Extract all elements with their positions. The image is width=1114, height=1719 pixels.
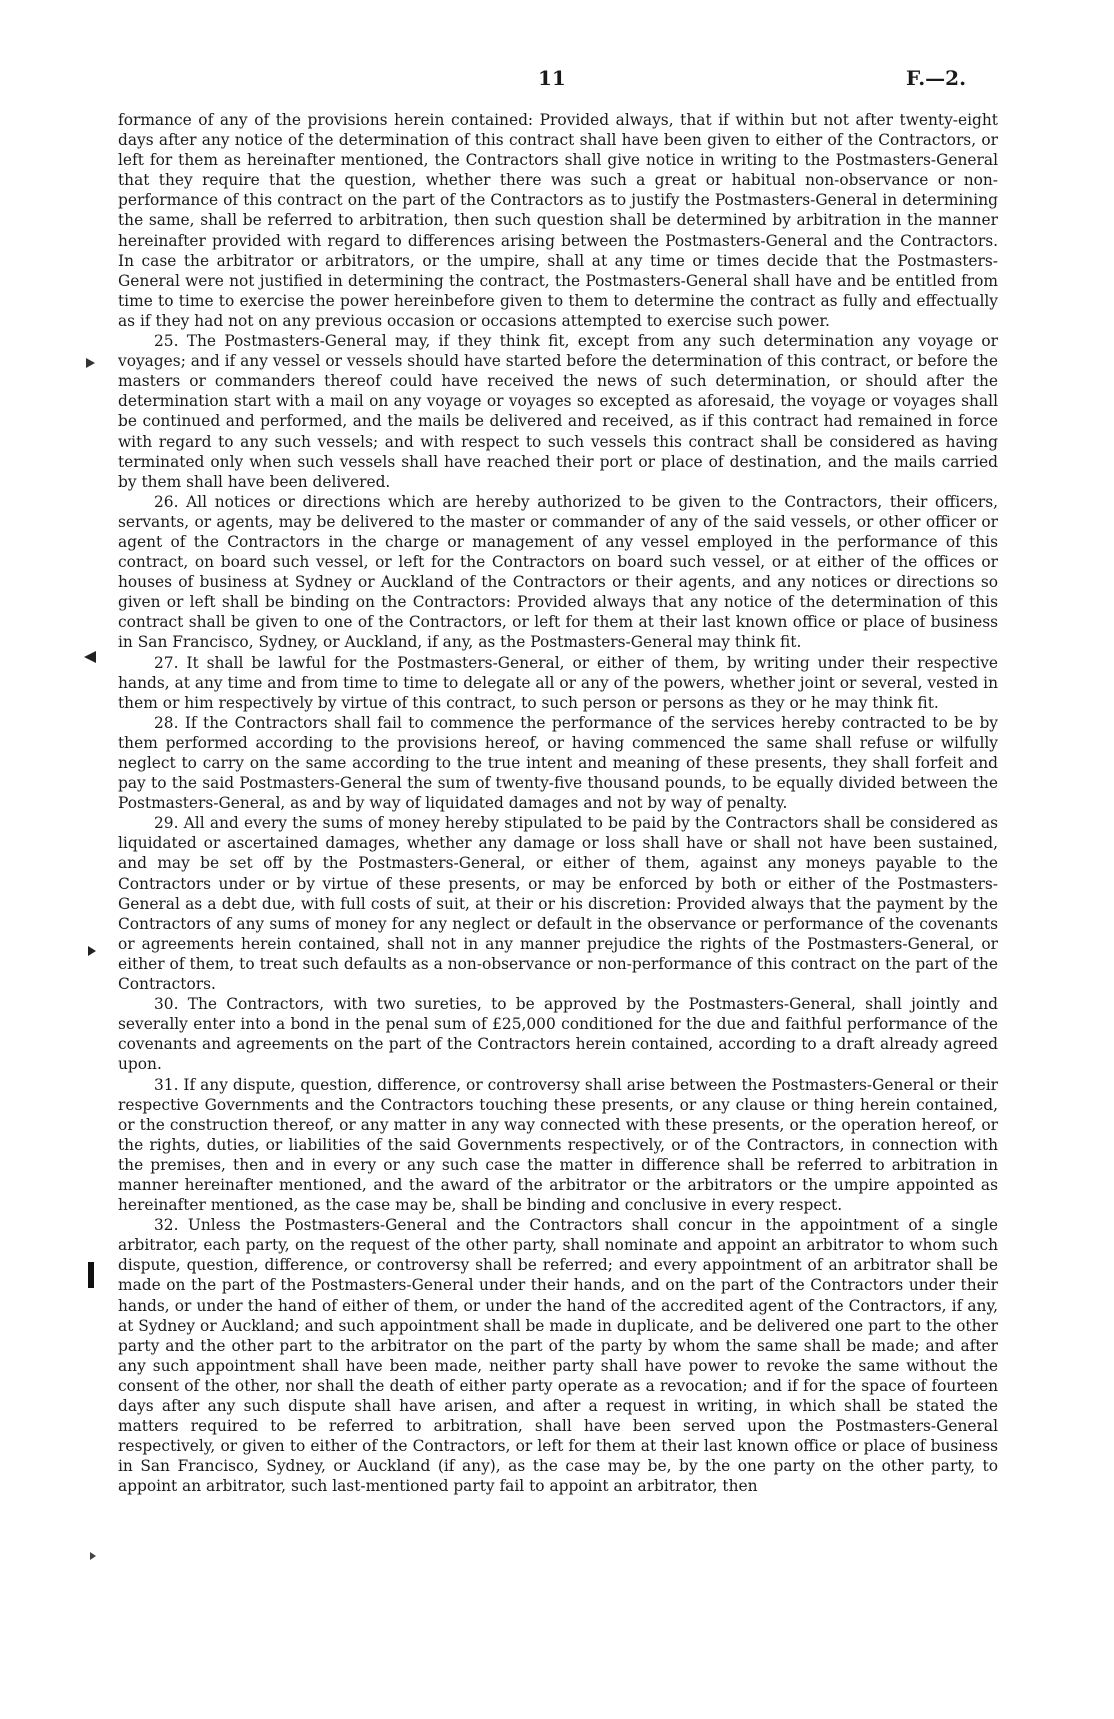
- margin-arrow-mark: [86, 358, 95, 368]
- paragraph-continuation: formance of any of the provisions herein contained: Provided always, that if within but not after twenty-eight days after any notice of the determination of this contract shall have been given to either of the Contractors, or left for them as hereinafter mentioned, the Contractors shall give notice in writing to the Postmasters-General that they require that the question, whether there was such a great or habitual non-observance or non-performance of this contract on the part of the Contractors as to justify the Postmasters-General in determining the same, shall be referred to arbitration, then such question shall be determined by arbitration in the manner hereinafter provided with regard to differences arising between the Postmasters-General and the Contractors. In case the arbitrator or arbitrators, or the umpire, shall at any time or times decide that the Postmasters-General were not justified in determining the contract, the Postmasters-General shall have and be entitled from time to time to exercise the power hereinbefore given to them to determine the contract as fully and effectually as if they had not on any previous occasion or occasions attempted to exercise such power.: [118, 111, 998, 330]
- clause-30: 30. The Contractors, with two sureties, to be approved by the Postmasters-General, shall jointly and severally enter into a bond in the penal sum of £25,000 conditioned for the due and faithful performance of the covenants and agreements on the part of the Contractors herein contained, according to a draft already agreed upon.: [118, 995, 998, 1074]
- margin-arrow-mark: [84, 651, 96, 663]
- clause-27: 27. It shall be lawful for the Postmasters-General, or either of them, by writing under their respective hands, at any time and from time to time to delegate all or any of the powers, whether joint or several, vested in them or him respectively by virtue of this contract, to such person or persons as they or he may think fit.: [118, 653, 998, 712]
- margin-arrow-mark: [88, 946, 96, 956]
- clause-29: 29. All and every the sums of money hereby stipulated to be paid by the Contractors shall be considered as liquidated or ascertained damages, whether any damage or loss shall have or shall not have been sustained, and may be set off by the Postmasters-General, or either of them, against any moneys payable to the Contractors under or by virtue of these presents, or may be enforced by both or either of the Postmasters-General as a debt due, with full costs of suit, at their or his discretion: Provided always that the payment by the Contractors of any sums of money for any neglect or default in the observance or performance of the covenants or agreements herein contained, shall not in any manner prejudice the rights of the Postmasters-General, or either of them, to treat such defaults as a non-observance or non-performance of this contract on the part of the Contractors.: [118, 814, 998, 994]
- clause-32: 32. Unless the Postmasters-General and the Contractors shall concur in the appointment of a single arbitrator, each party, on the request of the other party, shall nominate and appoint an arbitrator to whom such dispute, question, difference, or controversy shall be referred; and every appointment of an arbitrator shall be made on the part of the Postmasters-General under their hands, and on the part of the Contractors under their hands, or under the hand of either of them, or under the hand of the accredited agent of the Contractors, if any, at Sydney or Auckland; and such appointment shall be made in duplicate, and be delivered one part to the other party and the other part to the arbitrator on the part of the party by whom the same shall be made; and after any such appointment shall have been made, neither party shall have power to revoke the same without the consent of the other, nor shall the death of either party operate as a revocation; and if for the space of fourteen days after any such dispute shall have arisen, and after a request in writing, in which shall be stated the matters required to be referred to arbitration, shall have been served upon the Postmasters-General respectively, or given to either of the Contractors, or left for them at their last known office or place of business in San Francisco, Sydney, or Auckland (if any), as the case may be, by the one party on the other party, to appoint an arbitrator, such last-mentioned party fail to appoint an arbitrator, then: [118, 1216, 998, 1496]
- document-reference: F.—2.: [906, 66, 967, 90]
- document-body: [118, 110, 998, 1496]
- page-number: 11: [538, 66, 566, 90]
- clause-28: 28. If the Contractors shall fail to commence the performance of the services hereby contracted to be by them performed according to the provisions hereof, or having commenced the same shall refuse or wilfully neglect to carry on the same according to the true intent and meaning of these presents, they shall forfeit and pay to the said Postmasters-General the sum of twenty-five thousand pounds, to be equally divided between the Postmasters-General, as and by way of liquidated damages and not by way of penalty.: [118, 713, 998, 813]
- clause-31: 31. If any dispute, question, difference, or controversy shall arise between the Postmasters-General or their respective Governments and the Contractors touching these presents, or any clause or thing herein contained, or the construction thereof, or any matter in any way connected with these presents, or the operation hereof, or the rights, duties, or liabilities of the said Governments respectively, or of the Contractors, in connection with the premises, then and in every or any such case the matter in difference shall be referred to arbitration in manner hereinafter mentioned, and the award of the arbitrator or the arbitrators or the umpire appointed as hereinafter mentioned, as the case may be, shall be binding and conclusive in every respect.: [118, 1075, 998, 1215]
- page-header: [0, 66, 1114, 90]
- clause-26: 26. All notices or directions which are hereby authorized to be given to the Contractors, their officers, servants, or agents, may be delivered to the master or commander of any of the said vessels, or other officer or agent of the Contractors in the charge or management of any vessel employed in the performance of this contract, on board such vessel, or left for the Contractors on board such vessel, or at either of the offices or houses of business at Sydney or Auckland of the Contractors or their agents, and any notices or directions so given or left shall be binding on the Contractors: Provided always that any notice of the determination of this contract shall be given to one of the Contractors, or left for them at their last known office or place of business in San Francisco, Sydney, or Auckland, if any, as the Postmasters-General may think fit.: [118, 492, 998, 652]
- clause-25: 25. The Postmasters-General may, if they think fit, except from any such determination any voyage or voyages; and if any vessel or vessels should have started before the determination of this contract, or before the masters or commanders thereof could have received the news of such determination, or should after the determination start with a mail on any voyage or voyages so excepted as aforesaid, the voyage or voyages shall be continued and performed, and the mails be delivered and received, as if this contract had remained in force with regard to any such vessels; and with respect to such vessels this contract shall be considered as having terminated only when such vessels shall have reached their port or place of destination, and the mails carried by them shall have been delivered.: [118, 332, 998, 491]
- margin-arrow-mark: [90, 1552, 96, 1560]
- margin-bar-mark: [88, 1262, 94, 1288]
